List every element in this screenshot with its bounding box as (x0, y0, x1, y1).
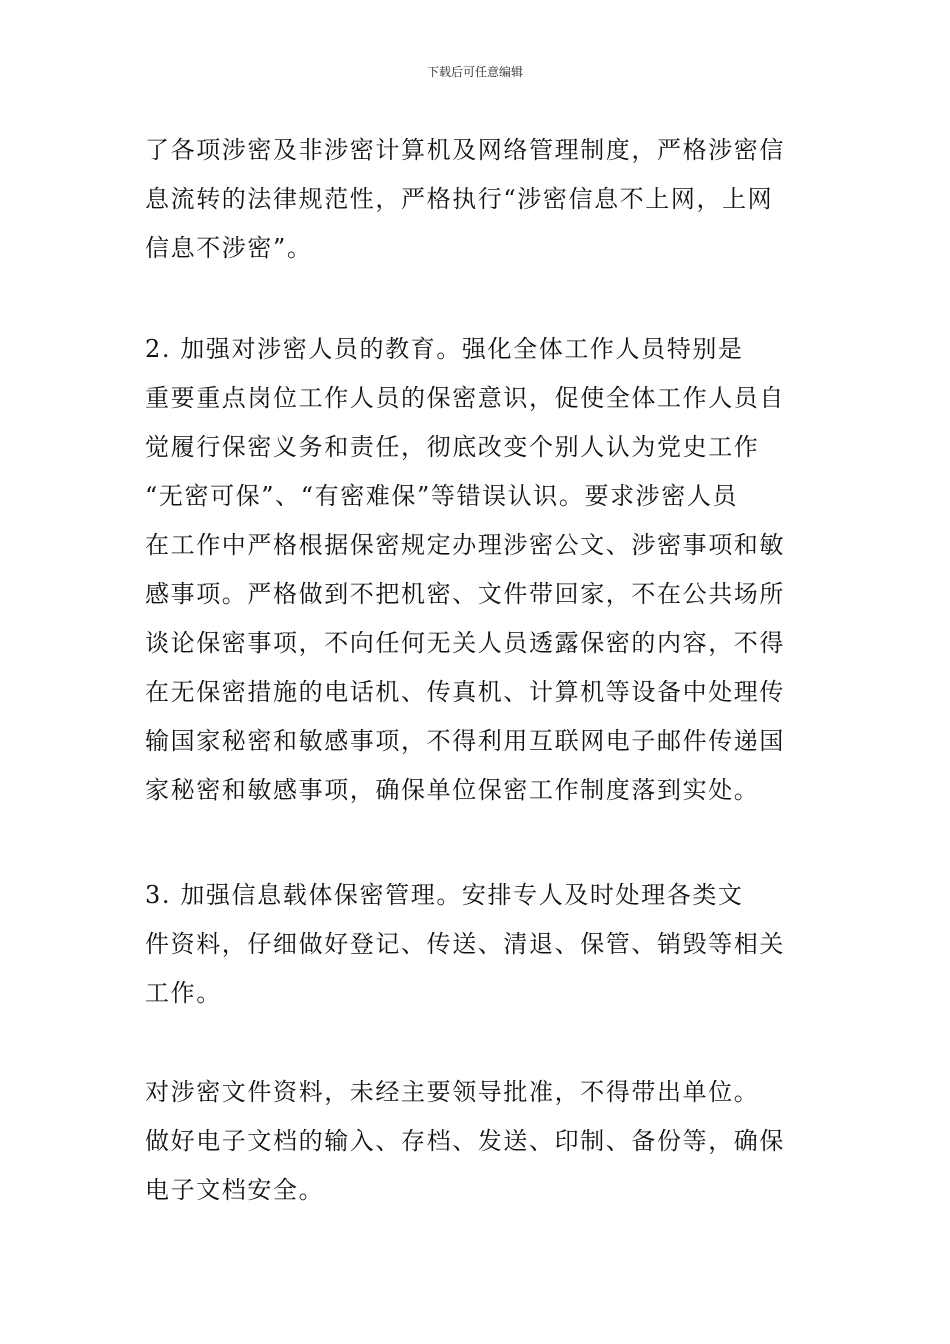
paragraph-1: 了各项涉密及非涉密计算机及网络管理制度，严格涉密信 息流转的法律规范性，严格执行“涉密信息不上网，上网 信息不涉密”。 (145, 136, 785, 262)
paragraph-3: 3. 加强信息载体保密管理。安排专人及时处理各类文 件资料，仔细做好登记、传送、清退、保管、销毁等相关 工作。 (145, 881, 785, 1007)
paragraph-4: 对涉密文件资料，未经主要领导批准，不得带出单位。 做好电子文档的输入、存档、发送、印制、备份等，确保 电子文档安全。 (145, 1078, 785, 1204)
page-header: 下载后可任意编辑 (426, 65, 523, 79)
paragraph-2: 2. 加强对涉密人员的教育。强化全体工作人员特别是 重要重点岗位工作人员的保密意识，促使全体工作人员自 觉履行保密义务和责任，彻底改变个别人认为党史工作 “无密可保”、“有密难保”等错误认识。要求涉密人员 在工作中严格根据保密规定办理涉密公文、涉密事项和敏 感事项。严格做到不把机密、文件带回家，不在公共场所 谈论保密事项，不向任何无关人员透露保密的内容，不得 在无保密措施的电话机、传真机、计算机等设备中处理传 输国家秘密和敏感事项，不得利用互联网电子邮件传递国 家秘密和敏感事项，确保单位保密工作制度落到实处。 (145, 335, 785, 804)
